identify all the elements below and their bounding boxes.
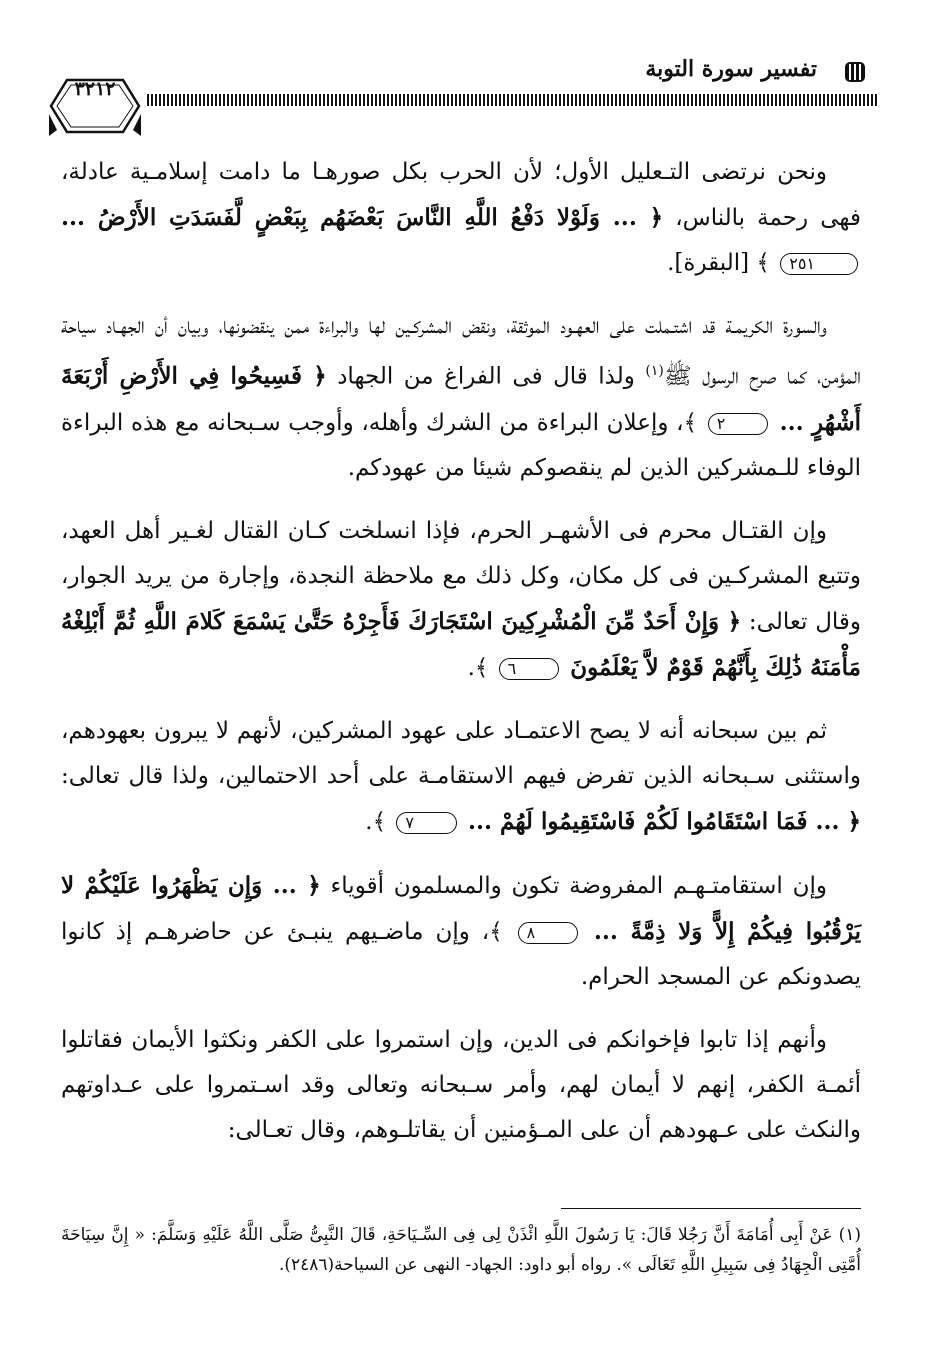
paragraph — [61, 509, 861, 691]
body-text: . — [467, 654, 475, 681]
verse-bracket: ﴾ — [372, 808, 394, 835]
paragraph — [61, 863, 861, 1000]
body-text: وأنهم إذا تابوا فإخوانكم فى الدين، وإن استمروا على الكفر ونكثوا الأيمان فقاتلوا أئمـة الكفر، إنهم لا أيمان لهم، وأمر سـبحانه وتعالى وقد اسـتمروا على عـداوتهم والنكث على عـهودهم أن على المـؤمنين أن يقاتلـوهم، وقال تعـالى: — [61, 1026, 861, 1143]
quran-verse: ﴿ ... وَإِن يَظْهَرُوا عَلَيْكُمْ لا يَرْقُبُوا فِيكُمْ إِلاًّ وَلا ذِمَّةً ... — [61, 871, 861, 945]
body-text: وإن استقامتـهـم المفروضة تكون والمسلمون أقوياء — [320, 872, 827, 899]
verse-number: ٨ — [518, 922, 579, 944]
body-text: ثم بين سبحانه أنه لا يصح الاعتمـاد على عهود المشركين، لأنهم لا يبرون بعهودهم، واستثنى سـبحانه الذين تفرض فيهم الاستقامـة على أحد الاحتمالين، ولذا قال تعالى: — [61, 717, 861, 789]
body-text: والسورة الكريمـة قد اشتـملت على العهـود الموثقة، ونقض المشركـين لها والبراءة ممن ينقضونها، وبيان أن الجهـاد سياحة المؤمن، كما صرح الرسول ﷺ — [61, 313, 861, 390]
running-title: تفسير سورة التوبة — [645, 56, 817, 82]
quran-verse: ﴿ ... وَلَوْلا دَفْعُ اللَّهِ النَّاسَ بَعْضَهُم بِبَعْضٍ لَّفَسَدَتِ الأَرْضُ ... — [61, 204, 664, 231]
body-text: ولذا قال فى الفراغ من الجهاد — [326, 363, 646, 390]
verse-number: ٢ — [708, 413, 769, 435]
paragraph — [61, 709, 861, 845]
header-rule — [147, 94, 877, 106]
quran-verse: ﴿ وَإِنْ أَحَدٌ مِّنَ الْمُشْرِكِينَ اسْتَجَارَكَ فَأَجِرْهُ حَتَّىٰ يَسْمَعَ كَلامَ اللَّهِ ثُمَّ أَبْلِغْهُ مَأْمَنَهُ ذَٰلِكَ بِأَنَّهُمْ قَوْمٌ لاَّ يَعْلَمُونَ — [61, 607, 861, 681]
paragraph — [61, 304, 861, 491]
verse-bracket: ﴾ — [489, 918, 515, 945]
footnote-reference: (١) — [645, 363, 664, 379]
verse-bracket: ﴾ — [474, 654, 496, 681]
body-text: ونحن نرتضى التـعليل الأول؛ لأن الحرب بكل صورهـا ما دامت إسلامـية عادلة، فهى رحمة بالناس، — [61, 159, 861, 231]
page-header — [47, 48, 877, 138]
verse-number: ٧ — [396, 812, 457, 834]
ornament-icon — [843, 60, 867, 84]
verse-bracket: ﴾ — [683, 409, 705, 436]
body-text: [البقرة]. — [667, 250, 757, 276]
paragraph — [61, 1018, 861, 1153]
body-text: ، وإعلان البراءة من الشرك وأهله، وأوجب سـبحانه مع هذه البراءة الوفاء للـمشركين الذين لم ينقصوكم شيئا من عهودكم. — [61, 409, 861, 481]
body-text: . — [365, 808, 373, 835]
verse-number: ٦ — [499, 658, 560, 680]
paragraph — [61, 150, 861, 286]
verse-number: ٢٥١ — [780, 253, 858, 275]
footnote-divider — [561, 1208, 861, 1209]
footnote: (١) عَنْ أَبِى أُمَامَةَ أَنَّ رَجُلا قَالَ: يَا رَسُولَ اللَّهِ ائْذَنْ لِى فِى السِّـيَاحَةِ، قَالَ النَّبِىُّ صَلَّى اللَّهُ عَلَيْهِ وَسَلَّمَ: « إِنَّ سِيَاحَةَ أُمَّتِى الْجِهَادُ فِى سَبِيلِ اللَّهِ تَعَالَى ». رواه أبو داود: الجهاد- النهى عن السياحة(٢٤٨٦). — [61, 1225, 861, 1275]
verse-bracket: ﴾ — [756, 250, 778, 276]
quran-verse: ﴿ ... فَمَا اسْتَقَامُوا لَكُمْ فَاسْتَقِيمُوا لَهُمْ ... — [459, 807, 861, 835]
body-text: ، وإن ماضـيهم ينبـئ عن حاضرهـم إذ كانوا يصدونكم عن المسجد الحرام. — [61, 918, 861, 990]
main-text — [61, 150, 861, 1171]
body-text: وإن القتـال محرم فى الأشهـر الحرم، فإذا انسلخت كـان القتال لغـير أهل العهد، وتتبع المشركـين فى كل مكان، وكل ذلك مع ملاحظة النجدة، وإجارة من يريد الجوار، وقال تعالى: — [61, 517, 862, 635]
page-number: ٣٢١٢ — [74, 78, 116, 100]
quran-verse: ﴿ فَسِيحُوا فِي الأَرْضِ أَرْبَعَةَ أَشْهُرٍ ... — [61, 362, 861, 436]
